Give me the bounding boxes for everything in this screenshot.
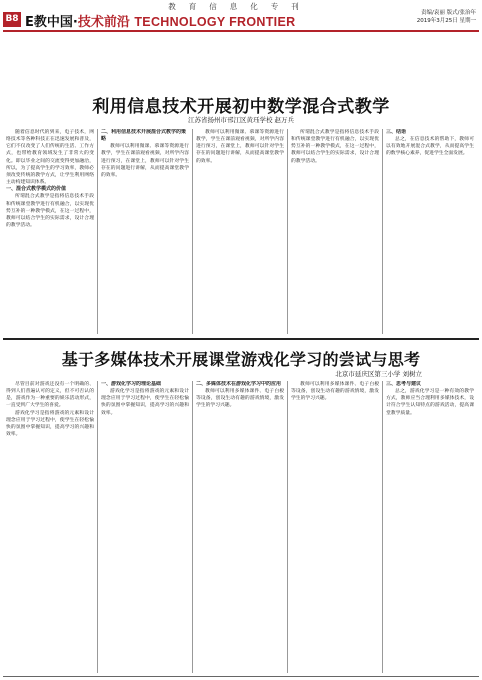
paragraph: 总之，在信息技术的帮助下，教师可以有效地开展混合式教学，从而提高学生的数学核心素养，促进学生全面发展。: [386, 137, 474, 157]
paragraph: 教师可以利用微课、慕课等资源进行教学，学生在课前观看视频，对所学内容进行预习，在课堂上，教师可以针对学生存在的问题进行讲解，从而提高课堂教学的效率。: [196, 130, 284, 164]
issue-date: 2019年3月25日 星期一: [416, 18, 476, 24]
column-divider: [382, 129, 383, 334]
paragraph: 随着信息时代的到来，电子技术，网络技术等各种科技正在迅速发展和普及，它们不仅改变了人们传统的生活、工作方式，也带给教育领域发生了非常大的变化。即以毕业之间的交流变得更加融洽，所以，为了提高学生的学习效率，教师必须改变传统的教学方式，让学生利用网络主动构建知识体系。: [6, 130, 94, 186]
subheading: 二、利用信息技术开展混合式教学的策略: [101, 129, 187, 143]
paragraph: 教师可以利用多媒体课件、电子白板等设备，创设生动有趣的游戏情境，激发学生的学习兴趣。: [291, 382, 379, 402]
article1-col-3: [196, 129, 284, 334]
column-divider: [97, 129, 98, 334]
paragraph: 所谓混合式教学是指将信息技术手段和传统课堂教学进行有机融合，以实现优势互补的一种教学模式，在这一过程中，教师可以结合学生的实际需求，设计合理的教学活动。: [6, 194, 94, 229]
subheading: 一、混合式教学模式的价值: [6, 186, 67, 193]
section-prefix: E教中国·: [25, 15, 78, 30]
paragraph: 教师可以利用多媒体课件、电子白板等设备，创设生动有趣的游戏情境，激发学生的学习兴趣。: [196, 389, 284, 409]
subheading: 二、多媒体技术在游戏化学习中的应用: [196, 381, 282, 387]
column-divider: [97, 381, 98, 673]
column-divider: [287, 381, 288, 673]
article1-author: 江苏省扬州市邗江区黄珏学校 赵万兵: [187, 116, 295, 124]
page-header: [0, 0, 482, 30]
subheading: 一、游戏化学习的理论基础: [101, 381, 162, 387]
paragraph: 总之，游戏化学习是一种有效的教学方式，教师应当合理利用多媒体技术，设计符合学生认知特点的游戏活动，提高课堂教学质量。: [386, 389, 474, 416]
section-title: [25, 11, 295, 30]
subheading: 三、结语: [386, 129, 407, 135]
paragraph: 所谓混合式教学是指将信息技术手段和传统课堂教学进行有机融合，以实现优势互补的一种教学模式，在这一过程中，教师可以结合学生的实际需求，设计合理的教学活动。: [291, 130, 379, 164]
page-number-badge: B8: [3, 12, 21, 27]
column-divider: [382, 381, 383, 673]
article1-col-2: [101, 129, 189, 334]
section-english: TECHNOLOGY FRONTIER: [134, 15, 296, 29]
article1-col-5: [386, 129, 474, 334]
article1-body: [6, 129, 476, 334]
footer-rule: [3, 676, 479, 677]
article2-author: 北京市延庆区第三小学 刘树立: [335, 370, 422, 378]
paragraph: 教师可以利用微课、慕课等资源进行教学，学生在课前观看视频，对所学内容进行预习，在课堂上，教师可以针对学生存在的问题进行讲解，从而提高课堂教学的效率。: [101, 144, 189, 178]
subheading: 三、思考与建议: [386, 381, 422, 387]
editor-credit: 责编/袁丽 版式/张治年: [421, 10, 476, 16]
article2-title: 基于多媒体技术开展课堂游戏化学习的尝试与思考: [61, 350, 421, 369]
paragraph: 尽管目前对游戏还没有一个明确的、得到人们普遍认可的定义，但不可否认的是，游戏作为一种重要的娱乐活动形式，一直受到广大学生的喜爱。: [6, 382, 94, 409]
section-name: 技术前沿: [77, 15, 130, 30]
article2-col-2: [101, 381, 189, 673]
section-divider: [3, 338, 479, 340]
paragraph: 游戏化学习是指将游戏的元素和设计理念应用于学习过程中，使学生在轻松愉快的氛围中掌握知识，提高学习的兴趣和效率。: [6, 410, 94, 438]
column-divider: [287, 129, 288, 334]
header-rule: [3, 30, 479, 32]
article2-col-4: [291, 381, 379, 673]
header-meta: [366, 9, 476, 25]
header-motto: 教育信息化专刊: [168, 2, 312, 11]
article2-col-1: [6, 381, 94, 673]
article2-col-3: [196, 381, 284, 673]
article2-body: [6, 381, 476, 673]
column-divider: [192, 381, 193, 673]
column-divider: [192, 129, 193, 334]
article1-col-4: [291, 129, 379, 334]
article2-col-5: [386, 381, 474, 673]
article1-col-1: [6, 129, 94, 334]
paragraph: 游戏化学习是指将游戏的元素和设计理念应用于学习过程中，使学生在轻松愉快的氛围中掌握知识，提高学习的兴趣和效率。: [101, 389, 189, 416]
article1-title: 利用信息技术开展初中数学混合式教学: [92, 97, 390, 117]
